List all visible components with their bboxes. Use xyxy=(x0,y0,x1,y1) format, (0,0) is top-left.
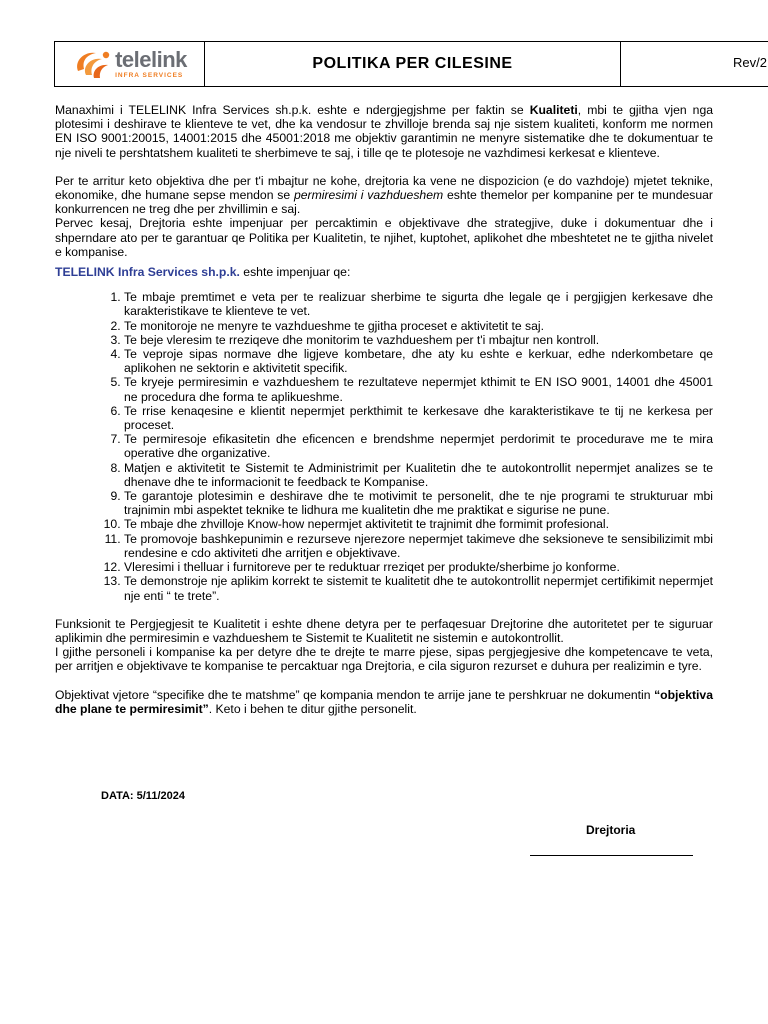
company-logo xyxy=(72,47,187,81)
intro-paragraph-3: Pervec kesaj, Drejtoria eshte impenjuar per percaktimin e objektivave dhe strategjive, duke i dokumentuar dhe i shperndare ato per te garantuar qe Politika per Kualitetin, te njihet, kuptohet, aplikohet dhe mbeshtetet ne te gjitha nivelet e kompanise. xyxy=(55,216,713,259)
list-item: 8. Matjen e aktivitetit te Sistemit te Administrimit per Kualitetin dhe te autokontrollit nepermjet analizes se te dhenave dhe te informacionit te feedback te Kompanise. xyxy=(124,461,713,489)
list-item: 1. Te mbaje premtimet e veta per te realizuar sherbime te sigurta dhe legale qe i pergjigjen kerkesave dhe karakteristikave te klienteve te vet. xyxy=(124,290,713,318)
telelink-swirl-icon xyxy=(72,47,112,81)
list-item: 3. Te beje vleresim te rreziqeve dhe monitorim te vazhdueshem per t'i mbajtur nen kontroll. xyxy=(124,333,713,347)
logo-cell xyxy=(55,42,205,86)
signature-line xyxy=(530,855,693,856)
signatory-title: Drejtoria xyxy=(586,823,636,837)
commitment-text: eshte impenjuar qe: xyxy=(239,265,351,280)
intro-p2-text-end: eshte themelor per kompanine per te mundesuar konkurrencen ne treg dhe per zhvillimin e saj. xyxy=(55,188,713,217)
logo-subtitle: INFRA SERVICES xyxy=(115,71,184,79)
document-header xyxy=(54,41,768,87)
list-item: 11. Te promovoje bashkepunimin e rezurseve njerezore nepermjet takimeve dhe seksioneve te sensibilizimit mbi rendesine e cdo aktiviteti dhe arritjen e objektivave. xyxy=(124,532,713,560)
company-name: TELELINK Infra Services sh.p.k. xyxy=(55,265,240,280)
document-body xyxy=(55,103,713,716)
intro-paragraph-1 xyxy=(55,103,713,160)
intro-p1-bold: Kualiteti xyxy=(529,103,578,117)
intro-p1-text: Manaxhimi i TELELINK Infra Services sh.p.k. eshte e ndergjegjshme per faktin se xyxy=(55,103,530,117)
list-item: 9. Te garantoje plotesimin e deshirave dhe te motivimit te personelit, dhe te nje programi te strukturuar mbi trajnimin mbi aspektet teknike te lidhura me kualitetin dhe me praktikat e sigurise ne pune. xyxy=(124,489,713,517)
closing-p3-bold: “objektiva dhe plane te permiresimit” xyxy=(55,687,713,716)
list-item: 13. Te demonstroje nje aplikim korrekt te sistemit te kualitetit dhe te autokontrollit nepermjet certifikimit nepermjet nje enti “ te trete”. xyxy=(124,574,713,602)
list-item: 6. Te rrise kenaqesine e klientit nepermjet perkthimit te kerkesave dhe karakteristikave te tij ne kerkesa per proceset. xyxy=(124,404,713,432)
document-date: DATA: 5/11/2024 xyxy=(101,790,185,802)
revision-number xyxy=(621,42,768,86)
document-title: POLITIKA PER CILESINE xyxy=(205,42,621,86)
intro-paragraph-2 xyxy=(55,174,713,217)
list-item: 10. Te mbaje dhe zhvilloje Know-how nepermjet aktivitetit te trajnimit dhe formimit profesional. xyxy=(124,517,713,531)
revision-label: Rev/2 xyxy=(733,55,767,70)
logo-name: telelink xyxy=(115,46,187,72)
list-item: 4. Te veproje sipas normave dhe ligjeve kombetare, dhe aty ku eshte e kerkuar, edhe nderkombetare qe aplikohen ne sektorin e aktivitetit specifik. xyxy=(124,347,713,375)
intro-p2-text: Per te arritur keto objektiva dhe per t'i mbajtur ne kohe, drejtoria ka vene ne dispozicion (e do vazhdoje) mjetet teknike, ekonomike, dhe humane sepse mendon se xyxy=(55,173,713,203)
closing-paragraph-1: Funksionit te Pergjegjesit te Kualitetit i eshte dhene detyra per te perfaqesuar Drejtorine dhe autoritetet per te siguruar aplikimin dhe permiresimin e vazhdueshem te Sistemit te Kualitetit ne sistemin e autokontrollit. xyxy=(55,616,713,645)
commitments-list xyxy=(55,290,713,602)
list-item: 7. Te permiresoje efikasitetin dhe eficencen e brendshme nepermjet perdorimit te procedurave me te mira operative dhe organizative. xyxy=(124,432,713,460)
list-item: 5. Te kryeje permiresimin e vazhdueshem te rezultateve nepermjet kthimit te EN ISO 9001, 14001 dhe 45001 ne procedura dhe forma te aplikueshme. xyxy=(124,375,713,403)
list-item: 2. Te monitoroje ne menyre te vazhdueshme te gjitha proceset e aktivitetit te saj. xyxy=(124,319,713,333)
closing-paragraph-3 xyxy=(55,688,713,716)
closing-p3-text: Objektivat vjetore “specifike dhe te matshme” qe kompania mendon te arrije jane te pershkruar ne dokumentin xyxy=(55,687,655,702)
closing-p3-text-end: . Keto i behen te ditur gjithe personelit. xyxy=(208,701,417,716)
closing-paragraph-2: I gjithe personeli i kompanise ka per detyre dhe te drejte te marre pjese, sipas pergjegjesive dhe kompetencave te veta, per arritjen e objektivave te kompanise te percaktuar nga Drejtoria, e cila siguron rezurset e duhura per realizimin e tyre. xyxy=(55,645,713,674)
intro-p1-text-end: , mbi te gjitha vjen nga plotesimi i deshirave te klienteve te vet, dhe ka vendosur te zhvilloje brenda saj nje sistem kualiteti, konform me normen EN ISO 9001:20015, 14001:2015 dhe 45001:2018 me objektiv garantimin ne menyre sistematike dhe te dokumentuar te nje niveli te pershtatshem kualiteti te sherbimeve te saj, i tille qe te plotesoje ne vazhdimesi kerkesat e klienteve. xyxy=(55,103,713,160)
commitment-line xyxy=(55,265,713,279)
intro-p2-italic: permiresimi i vazhdueshem xyxy=(293,188,444,203)
list-item: 12. Vleresimi i thelluar i furnitoreve per te reduktuar rreziqet per produkte/sherbime jo konforme. xyxy=(124,560,713,574)
